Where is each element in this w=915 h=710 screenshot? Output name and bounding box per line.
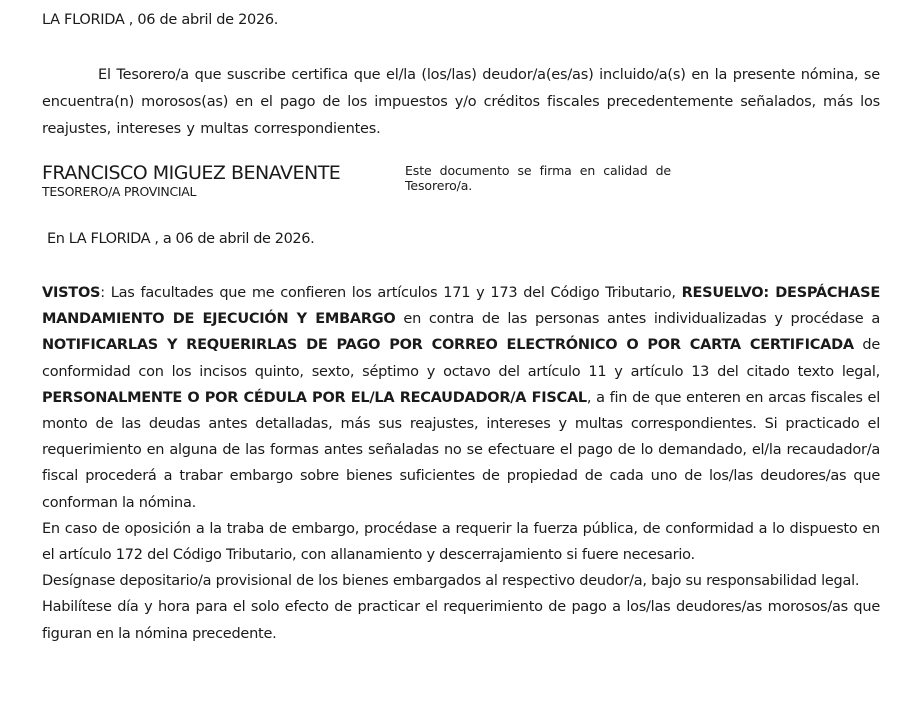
resolution-paragraph-enablement: Habilítese día y hora para el solo efecto de practicar el requerimiento de pago a los/las deudores/as morosos/as que figuran en la nómina precedente. bbox=[42, 599, 880, 642]
resolution-paragraph-vistos bbox=[42, 280, 880, 516]
personal-notice-bold: PERSONALMENTE O POR CÉDULA POR EL/LA RECAUDADOR/A FISCAL bbox=[42, 389, 587, 406]
resolution-order-bold: RESUELVO: DESPÁCHASE MANDAMIENTO DE EJECUCIÓN Y EMBARGO bbox=[42, 285, 880, 328]
certification-date: LA FLORIDA , 06 de abril de 2026. bbox=[42, 12, 279, 28]
notification-order-bold: NOTIFICARLAS Y REQUERIRLAS DE PAGO POR CORREO ELECTRÓNICO O POR CARTA CERTIFICADA bbox=[42, 337, 854, 354]
certification-paragraph: El Tesorero/a que suscribe certifica que el/la (los/las) deudor/a(es/as) incluido/a(s) en la presente nómina, se encuentra(n) morosos(as) en el pago de los impuestos y/o créditos fiscales precedentemente señalados, más los reajustes, intereses y multas correspondientes. bbox=[42, 67, 880, 137]
resolution-paragraph-opposition: En caso de oposición a la traba de embargo, procédase a requerir la fuerza pública, de conformidad a lo dispuesto en el artículo 172 del Código Tributario, con allanamiento y descerrajamiento si fuere necesario. bbox=[42, 520, 880, 564]
vistos-text-4: , a fin de que enteren en arcas fiscales el monto de las deudas antes detalladas, más sus reajustes, intereses y multas correspondientes. Si practicado el requerimiento en alguna de las formas antes señaladas no se efectuare el pago de lo demandado, el/la recaudador/a fiscal procederá a trabar embargo sobre bienes suficientes de propiedad de cada uno de los/las deudores/as que conforman la nómina. bbox=[42, 389, 880, 511]
vistos-label: VISTOS bbox=[42, 285, 101, 301]
resolution-body bbox=[42, 280, 880, 647]
signer-name: FRANCISCO MIGUEZ BENAVENTE bbox=[42, 162, 341, 184]
signature-note: Este documento se firma en calidad de Tesorero/a. bbox=[405, 163, 671, 193]
vistos-text-2: en contra de las personas antes individualizadas y procédase a bbox=[395, 311, 880, 328]
resolution-date: En LA FLORIDA , a 06 de abril de 2026. bbox=[47, 231, 315, 247]
vistos-text-3: de conformidad con los incisos quinto, sexto, séptimo y octavo del artículo 11 y artículo 13 del citado texto legal, bbox=[42, 337, 880, 380]
vistos-text-1: : Las facultades que me confieren los artículos 171 y 173 del Código Tributario, bbox=[100, 285, 682, 301]
resolution-paragraph-depositary: Desígnase depositario/a provisional de los bienes embargados al respectivo deudor/a, bajo su responsabilidad legal. bbox=[42, 573, 860, 590]
signature-block bbox=[42, 162, 340, 200]
signer-title: TESORERO/A PROVINCIAL bbox=[42, 184, 197, 199]
